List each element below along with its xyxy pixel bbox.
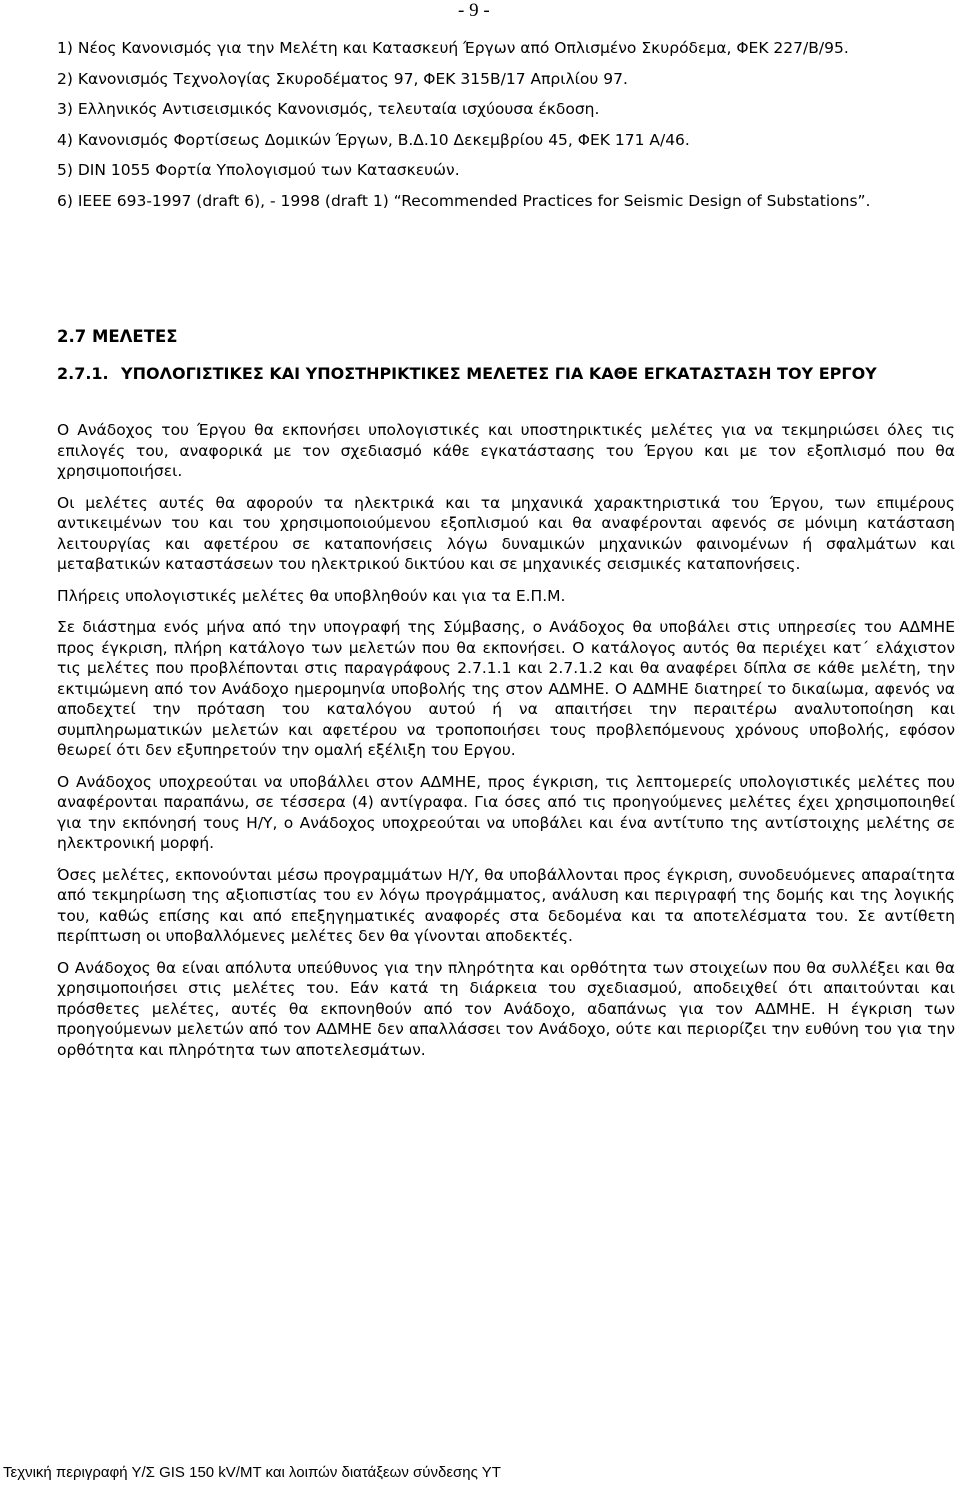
subsection-heading: [57, 363, 957, 385]
paragraph: Ο Ανάδοχος υποχρεούται να υποβάλλει στον ΑΔΜΗΕ, προς έγκριση, τις λεπτομερείς υπολογιστικές μελέτες που αναφέρονται παραπάνω, σε τέσσερα (4) αντίγραφα. Για όσες από τις προηγούμενες μελέτες έχει χρησιμοποιηθεί για την εκπόνησή τους Η/Υ, ο Ανάδοχος υποχρεούται να υποβάλει και ένα αντίτυπο της αντίστοιχης μελέτης σε ηλεκτρονική μορφή.: [57, 772, 955, 852]
reference-text: Κανονισμός Φορτίσεως Δομικών Έργων, Β.Δ.10 Δεκεμβρίου 45, ΦΕΚ 171 Α/46.: [77, 130, 690, 149]
paragraph: Οι μελέτες αυτές θα αφορούν τα ηλεκτρικά και τα μηχανικά χαρακτηριστικά του Έργου, των επιμέρους αντικειμένων του και του χρησιμοποιούμενου εξοπλισμού και θα αναφέρονται αφενός σε μόνιμη κατάσταση λειτουργίας και αφετέρου σε καταπονήσεις λόγω δυναμικών μηχανικών φαινομένων ή σφαλμάτων και μεταβατικών καταστάσεων του ηλεκτρικού δικτύου και σε μηχανικές σεισμικές καταπονήσεις.: [57, 493, 955, 573]
reference-text: DIN 1055 Φορτία Υπολογισμού των Κατασκευών.: [77, 161, 460, 179]
reference-item: [57, 68, 957, 91]
section-heading: 2.7 ΜΕΛΕΤΕΣ: [57, 327, 178, 346]
page-footer: Τεχνική περιγραφή Υ/Σ GIS 150 kV/MT και λοιπών διατάξεων σύνδεσης ΥΤ: [3, 1464, 501, 1481]
reference-number: 2): [57, 69, 73, 88]
reference-text: Ελληνικός Αντισεισμικός Κανονισμός, τελευταία ισχύουσα έκδοση.: [77, 100, 600, 118]
paragraph: Ο Ανάδοχος του Έργου θα εκπονήσει υπολογιστικές και υποστηρικτικές μελέτες για να τεκμηριώσει όλες τις επιλογές του, αναφορικά με τον σχεδιασμό κάθε εγκατάστασης του Έργου και με τον εξοπλισμό που θα χρησιμοποιήσει.: [57, 421, 955, 480]
reference-item: [57, 37, 957, 60]
reference-item: [57, 159, 957, 182]
paragraph: Σε διάστημα ενός μήνα από την υπογραφή της Σύμβασης, ο Ανάδοχος θα υποβάλει στις υπηρεσίες του ΑΔΜΗΕ προς έγκριση, πλήρη κατάλογο των μελετών που θα εκπονήσει. Ο κατάλογος αυτός θα περιέχει κατ΄ ελάχιστον τις μελέτες που προβλέπονται στις παραγράφους 2.7.1.1 και 2.7.1.2 και θα αναφέρει δίπλα σε κάθε μελέτη, την εκτιμώμενη από τον Ανάδοχο ημερομηνία υποβολής της στον ΑΔΜΗΕ. Ο ΑΔΜΗΕ διατηρεί το δικαίωμα, αφενός να αποδεχτεί την πρόταση του καταλόγου αυτού ή να απαιτήσει την περαιτέρω αναλυτοποίηση και συμπληρωματικών μελετών και αφετέρου να τροποποιήσει τους προβλεπόμενους χρόνους υποβολής, εφόσον θεωρεί ότι δεν εξυπηρετούν την ομαλή εξέλιξη του Εργου.: [57, 618, 955, 759]
reference-item: [57, 129, 957, 152]
reference-number: 4): [57, 130, 73, 149]
reference-number: 3): [57, 100, 73, 118]
reference-list: [57, 37, 957, 220]
reference-text: Κανονισμός Τεχνολογίας Σκυροδέματος 97, ΦΕΚ 315Β/17 Απριλίου 97.: [77, 69, 628, 88]
page-number: - 9 -: [458, 0, 490, 21]
paragraph: Ο Ανάδοχος θα είναι απόλυτα υπεύθυνος για την πληρότητα και ορθότητα των στοιχείων που θα συλλέξει και θα χρησιμοποιήσει στις μελέτες του. Εάν κατά τη διάρκεια του σχεδιασμού, αποδειχθεί ότι απαιτούνται και πρόσθετες μελέτες, αυτές θα εκπονηθούν από τον Ανάδοχο, αδαπάνως για τον ΑΔΜΗΕ. Η έγκριση των προηγούμενων μελετών από τον ΑΔΜΗΕ δεν απαλλάσσει τον Ανάδοχο, ούτε και περιορίζει την ευθύνη του για την ορθότητα και πληρότητα των αποτελεσμάτων.: [57, 958, 955, 1059]
paragraph: Πλήρεις υπολογιστικές μελέτες θα υποβληθούν και για τα Ε.Π.Μ.: [57, 586, 566, 605]
paragraph: Όσες μελέτες, εκπονούνται μέσω προγραμμάτων Η/Υ, θα υποβάλλονται προς έγκριση, συνοδευόμενες απαραίτητα από τεκμηρίωση της αξιοπιστίας του εν λόγω προγράμματος, ανάλυση και περιγραφή της δομής και της λογικής του, καθώς επίσης και από επεξηγηματικές αναφορές στα δεδομένα και τα αποτελέσματα του. Σε αντίθετη περίπτωση οι υποβαλλόμενες μελέτες δεν θα γίνονται αποδεκτές.: [57, 865, 955, 945]
reference-text: Νέος Κανονισμός για την Μελέτη και Κατασκευή Έργων από Οπλισμένο Σκυρόδεμα, ΦΕΚ 227/Β/95.: [77, 39, 849, 57]
reference-text: IEEE 693-1997 (draft 6), - 1998 (draft 1) “Recommended Practices for Seismic Design of Substations”.: [77, 191, 871, 210]
reference-number: 5): [57, 161, 73, 179]
reference-item: [57, 98, 957, 121]
reference-number: 1): [57, 39, 73, 57]
subsection-number: 2.7.1.: [57, 364, 109, 383]
reference-item: [57, 190, 957, 213]
subsection-title: ΥΠΟΛΟΓΙΣΤΙΚΕΣ ΚΑΙ ΥΠΟΣΤΗΡΙΚΤΙΚΕΣ ΜΕΛΕΤΕΣ ΓΙΑ ΚΑΘΕ ΕΓΚΑΤΑΣΤΑΣΗ ΤΟΥ ΕΡΓΟΥ: [121, 364, 877, 383]
reference-number: 6): [57, 191, 73, 210]
body-text: [57, 420, 955, 1071]
